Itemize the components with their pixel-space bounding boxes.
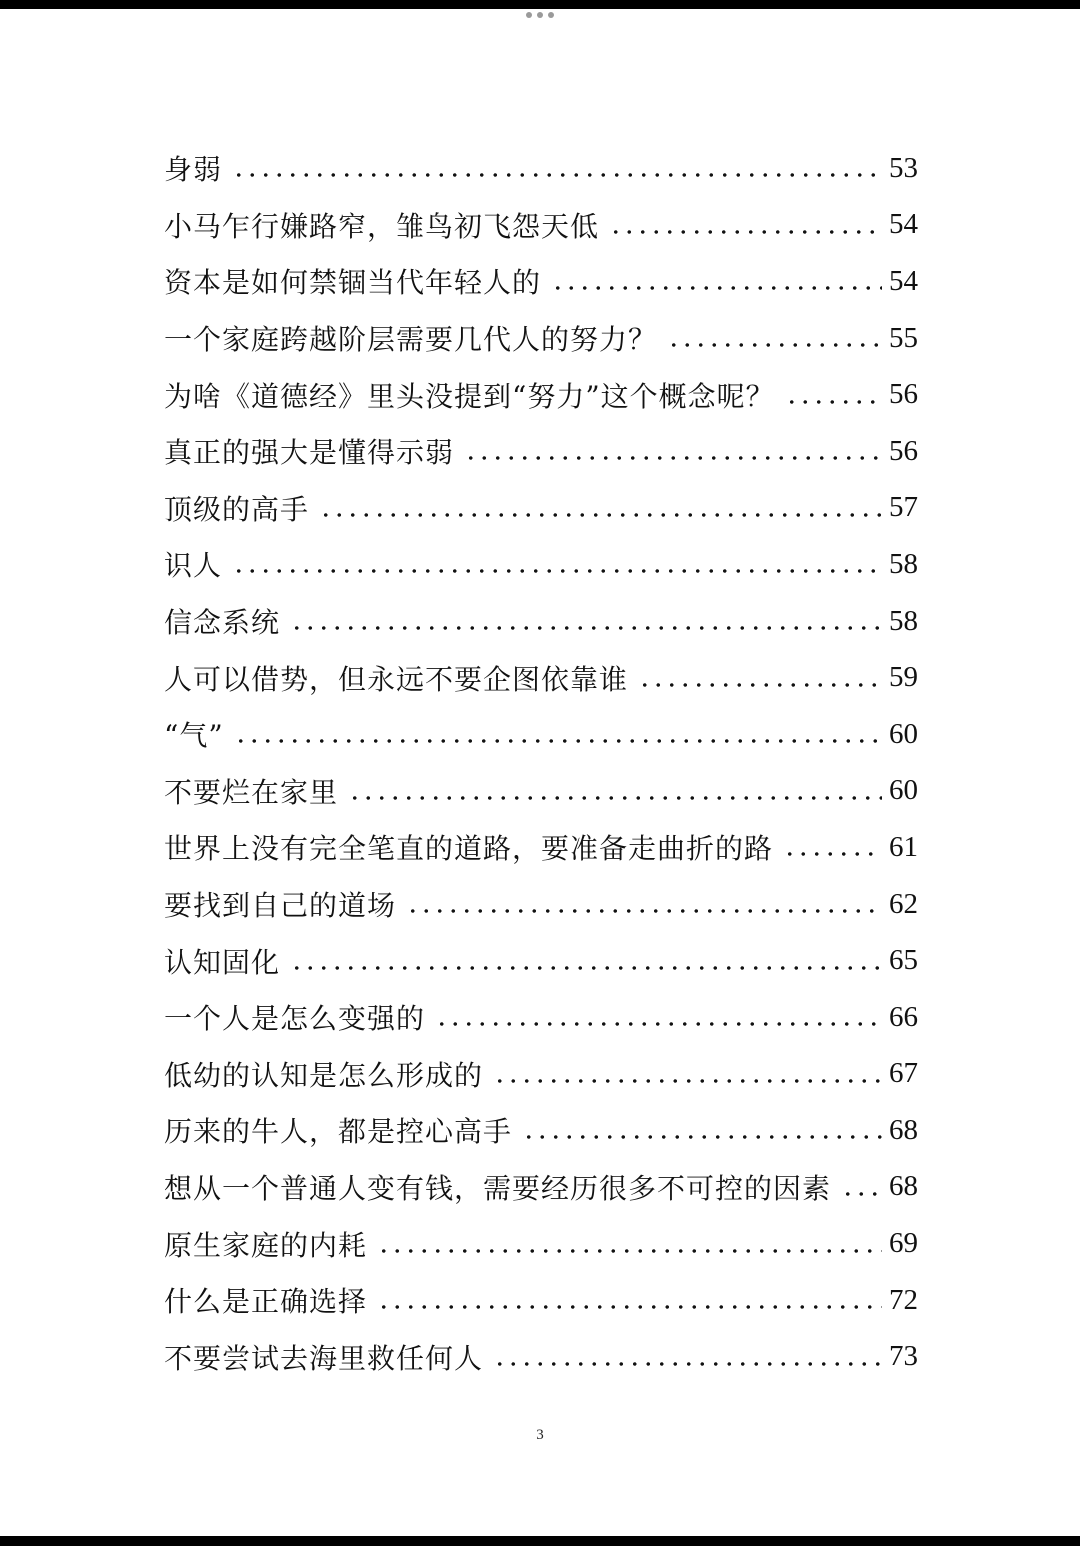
toc-entry[interactable] [164,423,918,480]
dot-leader [290,626,882,630]
toc-entry-title: 想从一个普通人变有钱，需要经历很多不可控的因素 [164,1171,832,1205]
toc-entry-title: 要找到自己的道场 [164,889,397,923]
toc-entry-title: 为啥《道德经》里头没提到“努力”这个概念呢？ [164,379,775,413]
toc-entry-page: 67 [889,1057,918,1090]
toc-entry-page: 73 [889,1340,918,1373]
toc-entry[interactable] [164,1102,918,1159]
toc-entry-title: 身弱 [164,153,223,187]
dot-leader [234,739,882,743]
toc-entry[interactable] [164,366,918,423]
toc-entry-page: 54 [889,264,918,297]
dot-leader [493,1362,882,1366]
toc-entry-title: 小马乍行嫌路窄，雏鸟初飞怨天低 [164,209,600,243]
toc-entry[interactable] [164,1046,918,1103]
toc-entry-page: 66 [889,1000,918,1033]
toc-entry[interactable] [164,197,918,254]
dot-leader [522,1135,882,1139]
toc-entry[interactable] [164,649,918,706]
toc-entry-title: 不要烂在家里 [164,775,339,809]
toc-entry[interactable] [164,819,918,876]
toc-entry-title: “气” [164,719,224,753]
dot-leader [377,1249,882,1253]
toc-entry-title: 识人 [164,549,223,583]
toc-entry[interactable] [164,1215,918,1272]
dot-leader [348,796,882,800]
toc-entry-title: 顶级的高手 [164,492,310,526]
toc-entry-title: 什么是正确选择 [164,1285,368,1319]
dot-leader [377,1305,882,1309]
dot-leader [493,1079,882,1083]
toc-entry[interactable] [164,480,918,537]
toc-entry-page: 60 [889,774,918,807]
dot-leader [551,286,882,290]
toc-entry-page: 60 [889,717,918,750]
toc-entry[interactable] [164,989,918,1046]
toc-entry[interactable] [164,706,918,763]
toc-entry-page: 62 [889,887,918,920]
dot-leader [290,966,882,970]
dot-leader [667,343,882,347]
dot-leader [841,1192,882,1196]
toc-entry-title: 真正的强大是懂得示弱 [164,436,455,470]
dot-leader [232,569,882,573]
dot-icon [537,12,543,18]
toc-entry-page: 72 [889,1283,918,1316]
toc-entry-page: 57 [889,491,918,524]
toc-entry-title: 一个人是怎么变强的 [164,1002,426,1036]
toc-entry-title: 资本是如何禁锢当代年轻人的 [164,266,542,300]
toc-entry-page: 65 [889,944,918,977]
toc-entry-title: 原生家庭的内耗 [164,1228,368,1262]
toc-entry-title: 一个家庭跨越阶层需要几代人的努力？ [164,323,658,357]
toc-entry[interactable] [164,310,918,367]
toc-entry[interactable] [164,1328,918,1385]
toc-entry-title: 不要尝试去海里救任何人 [164,1341,484,1375]
dot-leader [232,173,882,177]
document-page[interactable] [0,9,1080,1536]
dot-leader [638,683,882,687]
toc-entry-title: 世界上没有完全笔直的道路，要准备走曲折的路 [164,832,774,866]
toc-entry[interactable] [164,1272,918,1329]
toc-entry[interactable] [164,932,918,989]
toc-entry-title: 认知固化 [164,945,281,979]
dot-leader [464,456,882,460]
toc-entry[interactable] [164,876,918,933]
table-of-contents [164,140,918,1385]
toc-entry[interactable] [164,536,918,593]
toc-entry-title: 信念系统 [164,606,281,640]
dot-leader [435,1022,882,1026]
toc-entry[interactable] [164,140,918,197]
dot-leader [783,852,882,856]
dot-icon [526,12,532,18]
toc-entry-page: 58 [889,547,918,580]
toc-entry-page: 61 [889,830,918,863]
toc-entry-title: 历来的牛人，都是控心高手 [164,1115,513,1149]
toc-entry-page: 56 [889,434,918,467]
toc-entry-page: 68 [889,1170,918,1203]
dot-leader [319,513,882,517]
dot-leader [406,909,882,913]
toc-entry[interactable] [164,253,918,310]
toc-entry-page: 56 [889,378,918,411]
toc-entry[interactable] [164,593,918,650]
toc-entry-title: 低幼的认知是怎么形成的 [164,1058,484,1092]
dot-leader [609,230,882,234]
dot-icon [548,12,554,18]
toc-entry-page: 58 [889,604,918,637]
dot-leader [785,400,882,404]
toc-entry-title: 人可以借势，但永远不要企图依靠谁 [164,662,629,696]
more-options-icon[interactable] [526,10,554,20]
toc-entry-page: 69 [889,1227,918,1260]
toc-entry[interactable] [164,763,918,820]
toc-entry-page: 55 [889,321,918,354]
toc-entry-page: 59 [889,661,918,694]
toc-entry-page: 68 [889,1113,918,1146]
page-number: 3 [536,1427,544,1443]
toc-entry-page: 54 [889,208,918,241]
toc-entry-page: 53 [889,151,918,184]
toc-entry[interactable] [164,1159,918,1216]
